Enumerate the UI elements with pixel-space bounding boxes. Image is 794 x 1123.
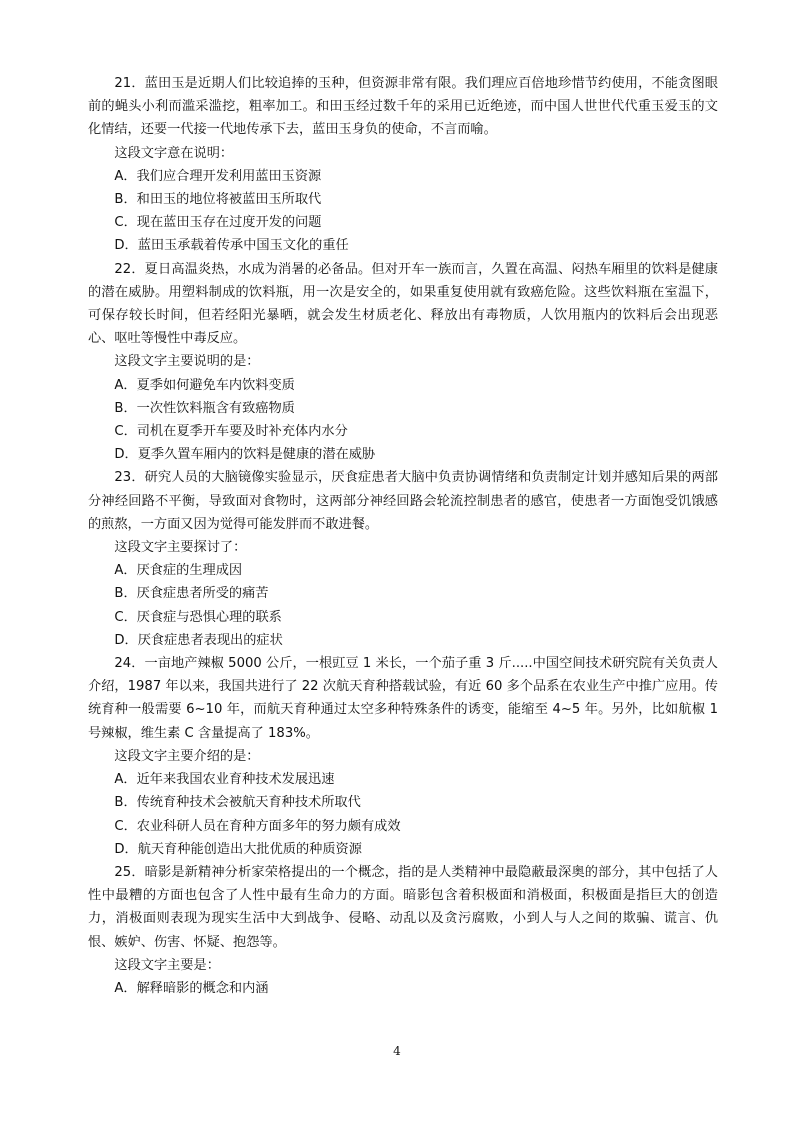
page-number: 4: [393, 1044, 401, 1058]
question-21-option-a: A．我们应合理开发利用蓝田玉资源: [114, 168, 322, 184]
question-23-prompt: 这段文字主要探讨了：: [114, 540, 247, 556]
question-21-passage: 21．蓝田玉是近期人们比较追捧的玉种，但资源非常有限。我们理应百倍地珍惜节约使用，不能贪图眼前的蝇头小利而滥采滥挖，粗率加工。和田玉经过数千年的采用已近绝迹，而中国人世世代代重玉爱玉的文化情结，还要一代接一代地传承下去，蓝田玉身负的使命，不言而喻。: [88, 76, 718, 138]
question-24-option-a: A．近年来我国农业育种技术发展迅速: [114, 772, 335, 788]
question-25-passage: 25．暗影是新精神分析家荣格提出的一个概念，指的是人类精神中最隐蔽最深奥的部分，其中包括了人性中最糟的方面也包含了人性中最有生命力的方面。暗影包含着积极面和消极面，积极面是指巨大的创造力，消极面则表现为现实生活中大到战争、侵略、动乱以及贪污腐败，小到人与人之间的欺骗、谎言、仇恨、嫉妒、伤害、怀疑、抱怨等。: [88, 864, 718, 950]
question-22-prompt: 这段文字主要说明的是：: [114, 354, 260, 370]
question-23-option-b: B．厌食症患者所受的痛苦: [114, 586, 269, 602]
question-24-option-c: C．农业科研人员在育种方面多年的努力颇有成效: [114, 818, 401, 834]
question-22-option-c: C．司机在夏季开车要及时补充体内水分: [114, 424, 348, 440]
question-24-option-d: D．航天育种能创造出大批优质的种质资源: [114, 841, 362, 857]
question-23-option-d: D．厌食症患者表现出的症状: [114, 632, 283, 648]
question-22-option-a: A．夏季如何避免车内饮料变质: [114, 377, 295, 393]
question-25-prompt: 这段文字主要是：: [114, 957, 220, 973]
document-body: [88, 72, 718, 1000]
question-24-prompt: 这段文字主要介绍的是：: [114, 748, 260, 764]
question-23-passage: 23．研究人员的大脑镜像实验显示，厌食症患者大脑中负责协调情绪和负责制定计划并感知后果的两部分神经回路不平衡，导致面对食物时，这两部分神经回路会轮流控制患者的感官，使患者一方面饱受饥饿感的煎熬，一方面又因为觉得可能发胖而不敢进餐。: [88, 470, 718, 532]
question-23-option-a: A．厌食症的生理成因: [114, 563, 243, 579]
question-23-option-c: C．厌食症与恐惧心理的联系: [114, 609, 282, 625]
question-22-passage: 22．夏日高温炎热，水成为消暑的必备品。但对开车一族而言，久置在高温、闷热车厢里的饮料是健康的潜在威胁。用塑料制成的饮料瓶，用一次是安全的，如果重复使用就有致癌危险。这些饮料瓶在室温下，可保存较长时间，但若经阳光暴晒，就会发生材质老化、释放出有毒物质，人饮用瓶内的饮料后会出现恶心、呕吐等慢性中毒反应。: [88, 261, 718, 347]
question-21-option-b: B．和田玉的地位将被蓝田玉所取代: [114, 192, 322, 208]
question-21-option-c: C．现在蓝田玉存在过度开发的问题: [114, 215, 322, 231]
question-24-option-b: B．传统育种技术会被航天育种技术所取代: [114, 795, 361, 811]
question-25-option-a: A．解释暗影的概念和内涵: [114, 980, 269, 996]
question-21-option-d: D．蓝田玉承载着传承中国玉文化的重任: [114, 238, 349, 254]
question-21-prompt: 这段文字意在说明：: [114, 145, 234, 161]
question-24-passage: 24．一亩地产辣椒 5000 公斤，一根豇豆 1 米长，一个茄子重 3 斤.....中国空间技术研究院有关负责人介绍，1987 年以来，我国共进行了 22 次航天育种搭载试验，有近 60 多个品系在农业生产中推广应用。传统育种一般需要 6~10 年，而航天育种通过太空多种特殊条件的诱变，能缩至 4~5 年。另外，比如航椒 1 号辣椒，维生素 C 含量提高了 183%。: [88, 656, 718, 741]
question-22-option-d: D．夏季久置车厢内的饮料是健康的潜在威胁: [114, 447, 376, 463]
question-22-option-b: B．一次性饮料瓶含有致癌物质: [114, 400, 295, 416]
